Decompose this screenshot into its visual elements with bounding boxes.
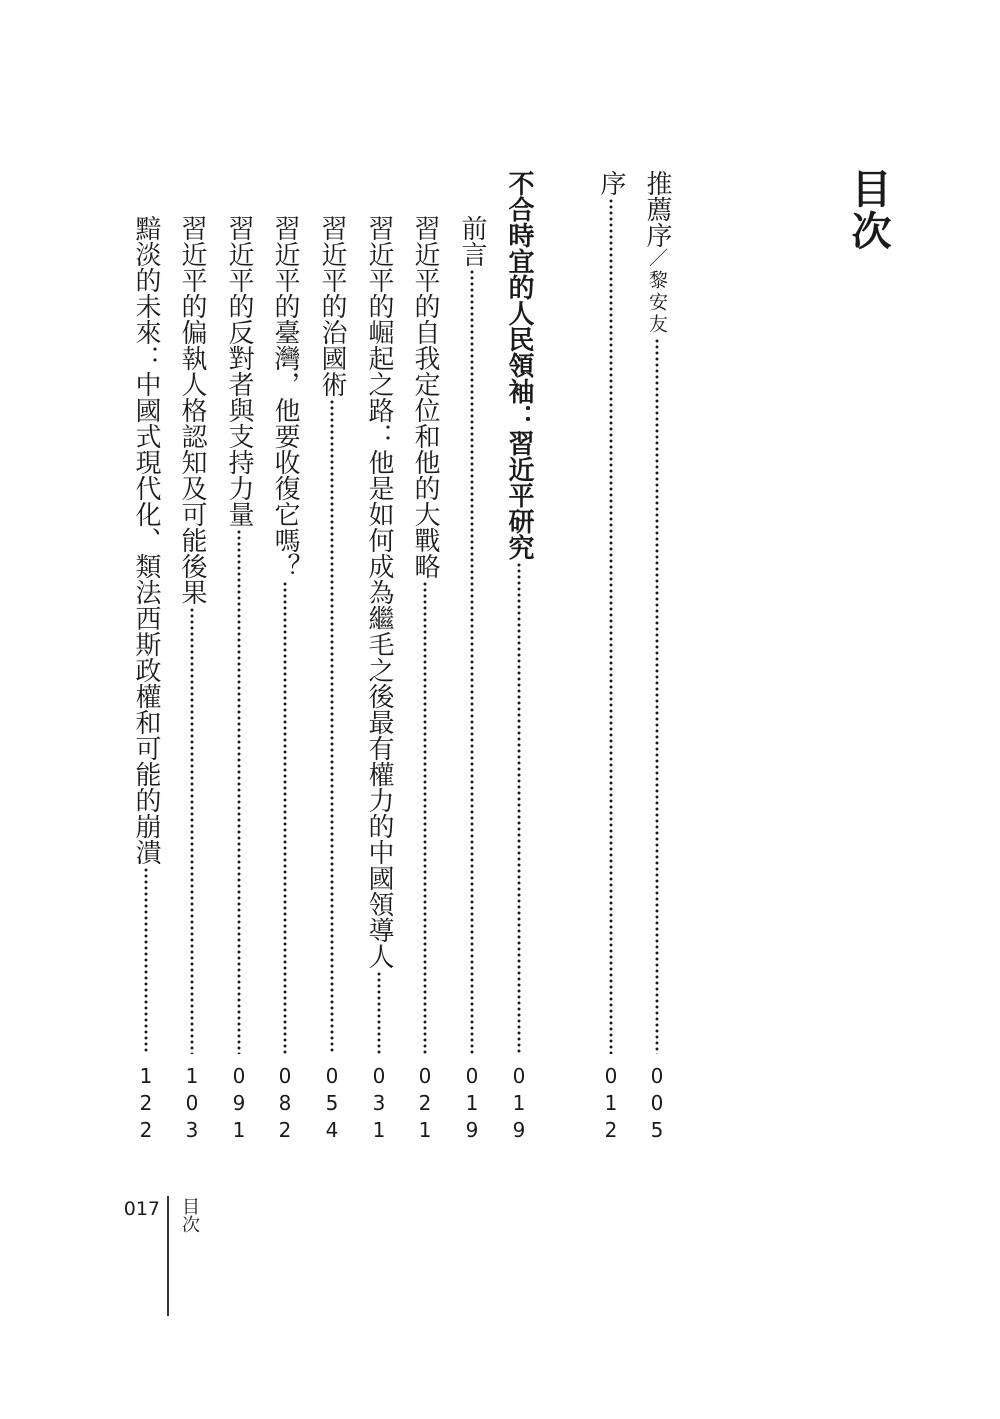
dot-leader: [450, 269, 494, 1054]
toc-entry-chapter[interactable]: [357, 215, 401, 1145]
toc-entry-preface[interactable]: [589, 170, 633, 1145]
dot-leader: [217, 529, 261, 1054]
toc-entry-label: 習近平的自我定位和他的大戰略: [410, 215, 440, 579]
toc-entry-preface-recommendation[interactable]: [635, 170, 679, 1145]
toc-entry-label: 習近平的臺灣，他要收復它嗎？: [270, 215, 300, 579]
toc-page-number: 005: [645, 1064, 669, 1145]
toc-page-number: 012: [599, 1064, 623, 1145]
toc-entry-label: 習近平的偏執人格認知及可能後果: [177, 215, 207, 605]
toc-entry-chapter[interactable]: [170, 215, 214, 1145]
toc-page-number: 021: [413, 1064, 437, 1145]
toc-page-number: 122: [134, 1064, 158, 1145]
toc-page-number: 019: [507, 1064, 531, 1145]
toc-entry-part-heading[interactable]: [497, 170, 541, 1145]
dot-leader: [357, 971, 401, 1054]
toc-page-number: 019: [460, 1064, 484, 1145]
footer-section-label: 目次: [179, 1197, 200, 1233]
dot-leader: [310, 399, 354, 1054]
toc-entry-label: 前言: [457, 215, 487, 267]
toc-page-number: 082: [273, 1064, 297, 1145]
toc-entry-label: 序: [596, 170, 626, 196]
toc-entry-chapter[interactable]: [124, 215, 168, 1145]
dot-leader: [635, 338, 679, 1054]
toc-page-number: 091: [227, 1064, 251, 1145]
dot-leader: [170, 607, 214, 1054]
toc-page-number: 054: [320, 1064, 344, 1145]
toc-entry-label: 習近平的崛起之路：他是如何成為繼毛之後最有權力的中國領導人: [364, 215, 394, 969]
dot-leader: [403, 581, 447, 1054]
toc-entry-label: 習近平的治國術: [317, 215, 347, 397]
toc-entry-label: 不合時宜的人民領袖：習近平研究: [504, 170, 534, 560]
dot-leader: [124, 867, 168, 1054]
dot-leader: [589, 198, 633, 1054]
toc-entry-label: 習近平的反對者與支持力量: [224, 215, 254, 527]
toc-entry-foreword[interactable]: [450, 215, 494, 1145]
dot-leader: [263, 581, 307, 1054]
toc-page-number: 031: [367, 1064, 391, 1145]
toc-entry-chapter[interactable]: [403, 215, 447, 1145]
toc-entry-chapter[interactable]: [217, 215, 261, 1145]
toc-entry-author: ／黎安友: [646, 248, 668, 336]
toc-entry-label: 推薦序／黎安友: [642, 170, 672, 336]
dot-leader: [497, 562, 541, 1054]
toc-entry-chapter[interactable]: [263, 215, 307, 1145]
page-title: 目次: [845, 168, 891, 252]
toc-entry-chapter[interactable]: [310, 215, 354, 1145]
toc-page-number: 103: [180, 1064, 204, 1145]
footer-divider: [167, 1196, 169, 1316]
footer-page-number: 017: [123, 1198, 160, 1220]
toc-entry-label: 黯淡的未來：中國式現代化、類法西斯政權和可能的崩潰: [131, 215, 161, 865]
